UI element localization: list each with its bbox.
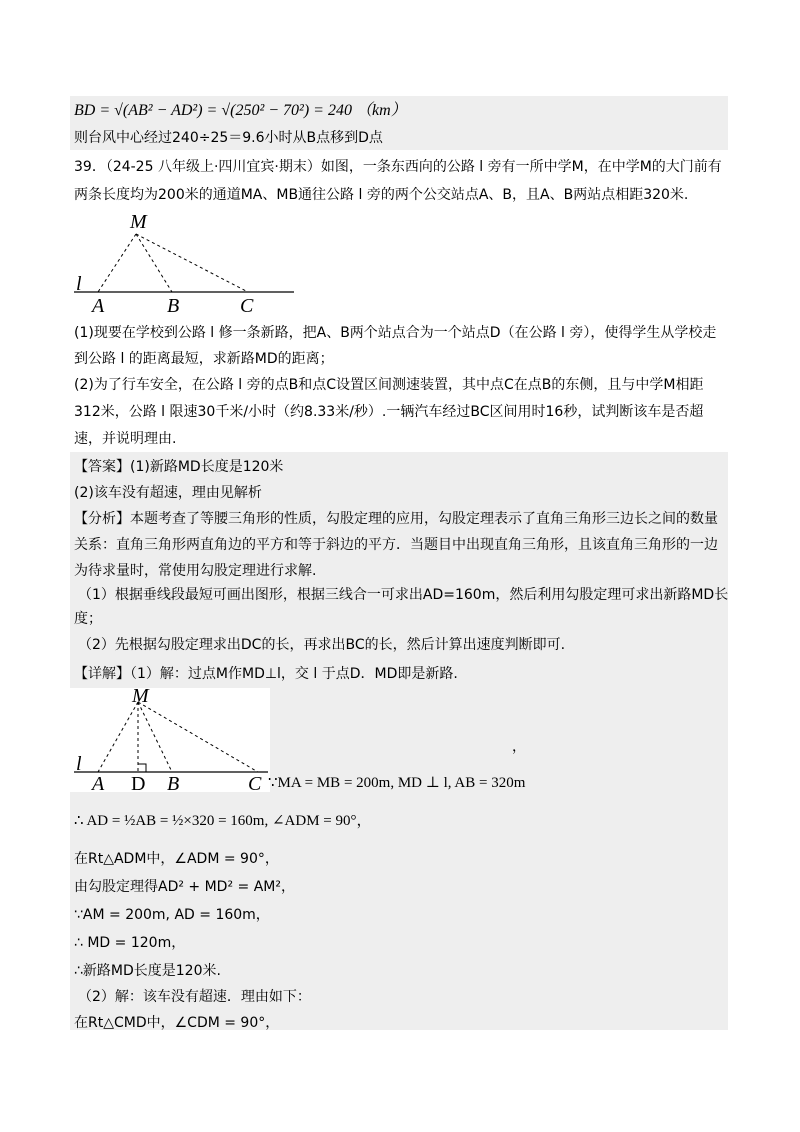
answer-line-1: 【答案】(1)新路MD长度是120米 (74, 459, 284, 475)
subquestion-1-line-2: 到公路 l 的距离最短，求新路MD的距离； (74, 351, 334, 367)
detail-line-1: 【详解】（1）解：过点M作MD⊥l，交 l 于点D．MD即是新路. (74, 666, 458, 682)
detail-line-9: 在Rt△CMD中，∠CDM = 90°， (74, 1015, 280, 1031)
analysis-line-1: 【分析】本题考查了等腰三角形的性质，勾股定理的应用，勾股定理表示了直角三角形三边长之间的数量 (74, 511, 718, 527)
label-C-2: C (248, 773, 262, 792)
label-l: l (76, 273, 82, 295)
segment-MC (136, 234, 248, 292)
label-D: D (131, 773, 146, 792)
detail-line-5: ∵AM = 200m, AD = 160m， (74, 907, 270, 923)
analysis-line-6: （2）先根据勾股定理求出DC的长，再求出BC的长，然后计算出速度判断即可. (78, 637, 566, 653)
answer-line-2: (2)该车没有超速，理由见解析 (74, 485, 262, 501)
segment-MA-2 (98, 702, 138, 772)
analysis-line-3: 为待求量时，常使用勾股定理进行求解. (74, 563, 317, 579)
analysis-line-2: 关系：直角三角形两直角边的平方和等于斜边的平方．当题目中出现直角三角形，且该直角三角形的一边 (74, 537, 718, 553)
detail-line-8: （2）解：该车没有超速．理由如下： (78, 989, 311, 1005)
figure-perpendicular (70, 688, 270, 792)
question-line-2: 两条长度均为200米的通道MA、MB通往公路 l 旁的两个公交站点A、B，且A、B两站点相距320米. (74, 187, 689, 203)
detail-line-2: ∴ AD = ½AB = ½×320 = 160m, ∠ADM = 90°， (74, 813, 372, 829)
right-angle-mark (138, 764, 146, 772)
subquestion-2-line-3: 速，并说明理由. (74, 431, 177, 447)
segment-MC-2 (138, 702, 258, 772)
segment-MB-2 (138, 702, 172, 772)
detail-line-6: ∴ MD = 120m， (74, 935, 186, 951)
label-M-2: M (132, 688, 149, 707)
given-line: ∵MA = MB = 200m, MD ⊥ l, AB = 320m (268, 775, 526, 791)
question-line-1: 39．（24-25 八年级上·四川宜宾·期末）如图，一条东西向的公路 l 旁有一所中学M，在中学M的大门前有 (74, 159, 722, 175)
stray-comma: ， (512, 739, 526, 755)
analysis-line-5: 度； (74, 611, 102, 627)
label-l-2: l (76, 753, 82, 775)
label-A: A (92, 295, 105, 317)
analysis-line-4: （1）根据垂线段最短可画出图形，根据三线合一可求出AD=160m，然后利用勾股定理可求出新路MD长 (78, 587, 729, 603)
segment-MB (136, 234, 172, 292)
top-formula-line: BD = √(AB² − AD²) = √(250² − 70²) = 240 （km） (74, 102, 407, 119)
figure-road-triangle (70, 208, 300, 318)
label-M: M (130, 211, 147, 233)
subquestion-1-line-1: (1)现要在学校到公路 l 修一条新路，把A、B两个站点合为一个站点D（在公路 l 旁），使得学生从学校走 (74, 325, 717, 341)
label-C: C (240, 295, 254, 317)
segment-MA (98, 234, 136, 292)
detail-line-4: 由勾股定理得AD² + MD² = AM²， (74, 879, 295, 895)
detail-line-3: 在Rt△ADM中，∠ADM = 90°， (74, 851, 279, 867)
label-B: B (167, 295, 180, 317)
subquestion-2-line-2: 312米，公路 l 限速30千米/小时（约8.33米/秒）.一辆汽车经过BC区间用时16秒，试判断该车是否超 (74, 404, 704, 420)
label-A-2: A (92, 773, 105, 792)
label-B-2: B (167, 773, 180, 792)
top-conclusion-line: 则台风中心经过240÷25＝9.6小时从B点移到D点 (74, 130, 383, 146)
subquestion-2-line-1: (2)为了行车安全，在公路 l 旁的点B和点C设置区间测速装置，其中点C在点B的东侧，且与中学M相距 (74, 377, 704, 393)
detail-line-7: ∴新路MD长度是120米. (74, 963, 221, 979)
